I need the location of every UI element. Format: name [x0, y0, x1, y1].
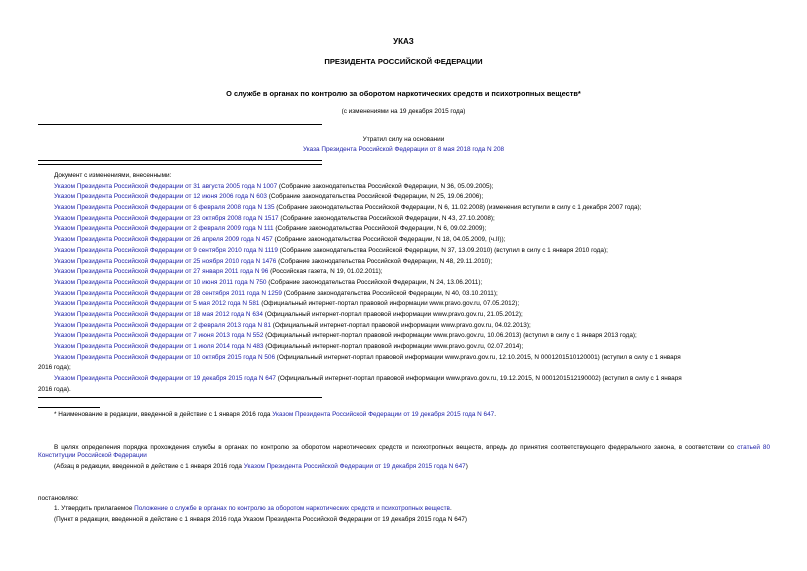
list-item: Указом Президента Российской Федерации от 12 июня 2006 года N 603 (Собрание законодательства Российской Федерации, N 25, 19.06.2006); — [54, 193, 484, 201]
decree-item-1-note: (Пункт в редакции, введенной в действие с 1 января 2016 года Указом Президента Российской Федерации от 19 декабря 2015 года N 647) — [54, 516, 468, 523]
list-item: Указом Президента Российской Федерации от 18 мая 2012 года N 634 (Официальный интернет-портал правовой информации www.pravo.gov.ru, 21.05.2012); — [54, 310, 523, 318]
amendment-link[interactable]: Указом Президента Российской Федерации от 31 августа 2005 года N 1007 — [54, 182, 278, 190]
list-item: Указом Президента Российской Федерации от 10 июня 2011 года N 750 (Собрание законодательства Российской Федерации, N 24, 13.06.2011); — [54, 278, 483, 286]
amendments-heading: Документ с изменениями, внесенными: — [54, 172, 172, 179]
amendment-link[interactable]: Указом Президента Российской Федерации от 27 января 2011 года N 96 — [54, 268, 269, 276]
constitution-link[interactable]: статьей 80 Конституции Российской Федерации — [38, 444, 771, 460]
amendment-link[interactable]: Указом Президента Российской Федерации от 26 апреля 2009 года N 457 — [54, 236, 273, 244]
repeal-link[interactable]: Указа Президента Российской Федерации от 8 мая 2018 года N 208 — [302, 146, 505, 153]
list-item-continuation: 2016 года); — [38, 364, 71, 372]
doc-issuer: ПРЕЗИДЕНТА РОССИЙСКОЙ ФЕДЕРАЦИИ — [324, 57, 483, 66]
amendment-link[interactable]: Указом Президента Российской Федерации от 23 октября 2008 года N 1517 — [54, 214, 279, 222]
amendment-link[interactable]: Указом Президента Российской Федерации от 2 февраля 2013 года N 81 — [54, 321, 271, 329]
regulation-link[interactable]: Положение о службе в органах по контролю за оборотом наркотических средств и психотропных веществ — [134, 505, 450, 512]
amendment-link[interactable]: Указом Президента Российской Федерации от 6 февраля 2008 года N 135 — [54, 204, 275, 212]
separator-line — [38, 160, 322, 161]
amendment-link[interactable]: Указом Президента Российской Федерации от 25 ноября 2010 года N 1476 — [54, 257, 277, 265]
list-item: Указом Президента Российской Федерации от 27 января 2011 года N 96 (Российская газета, N 19, 01.02.2011); — [54, 268, 383, 276]
decree-item-1: 1. Утвердить прилагаемое Положение о службе в органах по контролю за оборотом наркотических средств и психотропных веществ. — [54, 505, 452, 512]
amendment-link[interactable]: Указом Президента Российской Федерации от 28 сентября 2011 года N 1259 — [54, 289, 282, 297]
list-item: Указом Президента Российской Федерации от 6 февраля 2008 года N 135 (Собрание законодательства Российской Федерации, N 6, 11.02.2008) (изменения вступили в силу с 1 декабря 2007 года); — [54, 204, 642, 212]
separator-line — [38, 397, 322, 398]
doc-type-title: УКАЗ — [393, 37, 414, 46]
list-item: Указом Президента Российской Федерации от 28 сентября 2011 года N 1259 (Собрание законодательства Российской Федерации, N 40, 03.10.2011); — [54, 289, 498, 297]
list-item: Указом Президента Российской Федерации от 5 мая 2012 года N 581 (Официальный интернет-портал правовой информации www.pravo.gov.ru, 07.05.2012); — [54, 300, 520, 308]
footnote: * Наименование в редакции, введенной в действие с 1 января 2016 года Указом Президента Российской Федерации от 19 декабря 2015 года N 647. — [54, 411, 497, 418]
list-item: Указом Президента Российской Федерации от 10 октября 2015 года N 506 (Официальный интернет-портал правовой информации www.pravo.gov.ru, 12.10.2015, N 0001201510120001) (вступил в силу с 1 января — [54, 353, 681, 361]
status-line: Утратил силу на основании — [362, 136, 445, 143]
amendment-link[interactable]: Указом Президента Российской Федерации от 10 июня 2011 года N 750 — [54, 278, 267, 286]
list-item: Указом Президента Российской Федерации от 7 июня 2013 года N 552 (Официальный интернет-портал правовой информации www.pravo.gov.ru, 10.06.2013) (вступил в силу с 1 января 2013 года); — [54, 332, 637, 340]
amendment-link[interactable]: Указом Президента Российской Федерации от 5 мая 2012 года N 581 — [54, 300, 260, 308]
amendment-link[interactable]: Указом Президента Российской Федерации от 9 сентября 2010 года N 1119 — [54, 246, 278, 254]
list-item-continuation: 2016 года). — [38, 385, 71, 393]
list-item: Указом Президента Российской Федерации от 1 июля 2014 года N 483 (Официальный интернет-портал правовой информации www.pravo.gov.ru, 02.07.2014); — [54, 343, 524, 350]
amendment-link[interactable]: Указом Президента Российской Федерации от 1 июля 2014 года N 483 — [54, 343, 264, 350]
preamble-note: (Абзац в редакции, введенной в действие с 1 января 2016 года Указом Президента Российской Федерации от 19 декабря 2015 года N 647) — [54, 463, 468, 470]
list-item: Указом Президента Российской Федерации от 25 ноября 2010 года N 1476 (Собрание законодательства Российской Федерации, N 48, 29.11.2010); — [54, 257, 493, 265]
amendment-link[interactable]: Указом Президента Российской Федерации от 2 февраля 2009 года N 111 — [54, 225, 274, 233]
amendment-link[interactable]: Указом Президента Российской Федерации от 10 октября 2015 года N 506 — [54, 353, 275, 361]
footnote-separator — [38, 407, 100, 408]
resolves-word: постановляю: — [38, 495, 79, 502]
amendment-link[interactable]: Указом Президента Российской Федерации от 19 декабря 2015 года N 647 — [54, 375, 276, 383]
list-item: Указом Президента Российской Федерации от 2 февраля 2013 года N 81 (Официальный интернет-портал правовой информации www.pravo.gov.ru, 04.02.2013); — [54, 321, 531, 329]
list-item: Указом Президента Российской Федерации от 26 апреля 2009 года N 457 (Собрание законодательства Российской Федерации, N 18, 04.05.2009, (ч.II)); — [54, 236, 506, 244]
amendment-link[interactable]: Указом Президента Российской Федерации от 12 июня 2006 года N 603 — [54, 193, 267, 201]
separator-line — [38, 124, 322, 125]
amendments-list — [38, 172, 770, 396]
list-item: Указом Президента Российской Федерации от 9 сентября 2010 года N 1119 (Собрание законодательства Российской Федерации, N 37, 13.09.2010) (вступил в силу с 1 января 2010 года); — [54, 246, 608, 254]
list-item: Указом Президента Российской Федерации от 2 февраля 2009 года N 111 (Собрание законодательства Российской Федерации, N 6, 09.02.2009); — [54, 225, 487, 233]
preamble-note-link[interactable]: Указом Президента Российской Федерации от 19 декабря 2015 года N 647 — [243, 463, 466, 470]
amendment-link[interactable]: Указом Президента Российской Федерации от 18 мая 2012 года N 634 — [54, 310, 263, 318]
list-item: Указом Президента Российской Федерации от 23 октября 2008 года N 1517 (Собрание законодательства Российской Федерации, N 43, 27.10.2008); — [54, 214, 495, 222]
changes-note: (с изменениями на 19 декабря 2015 года) — [341, 108, 466, 115]
amendment-link[interactable]: Указом Президента Российской Федерации от 7 июня 2013 года N 552 — [54, 332, 264, 340]
footnote-link[interactable]: Указом Президента Российской Федерации от 19 декабря 2015 года N 647 — [272, 411, 495, 418]
preamble-paragraph: В целях определения порядка прохождения службы в органах по контролю за оборотом наркотических средств и психотропных веществ, впредь до принятия соответствующего федерального закона, в соответствии со статьей 80 Конституции Российской Федерации — [38, 444, 771, 460]
list-item: Указом Президента Российской Федерации от 31 августа 2005 года N 1007 (Собрание законодательства Российской Федерации, N 36, 05.09.2005); — [54, 182, 494, 190]
separator-line — [38, 164, 322, 165]
doc-title: О службе в органах по контролю за оборотом наркотических средств и психотропных веществ* — [226, 89, 581, 98]
list-item: Указом Президента Российской Федерации от 19 декабря 2015 года N 647 (Официальный интернет-портал правовой информации www.pravo.gov.ru, 19.12.2015, N 0001201512190002) (вступил в силу с 1 января — [54, 375, 682, 383]
